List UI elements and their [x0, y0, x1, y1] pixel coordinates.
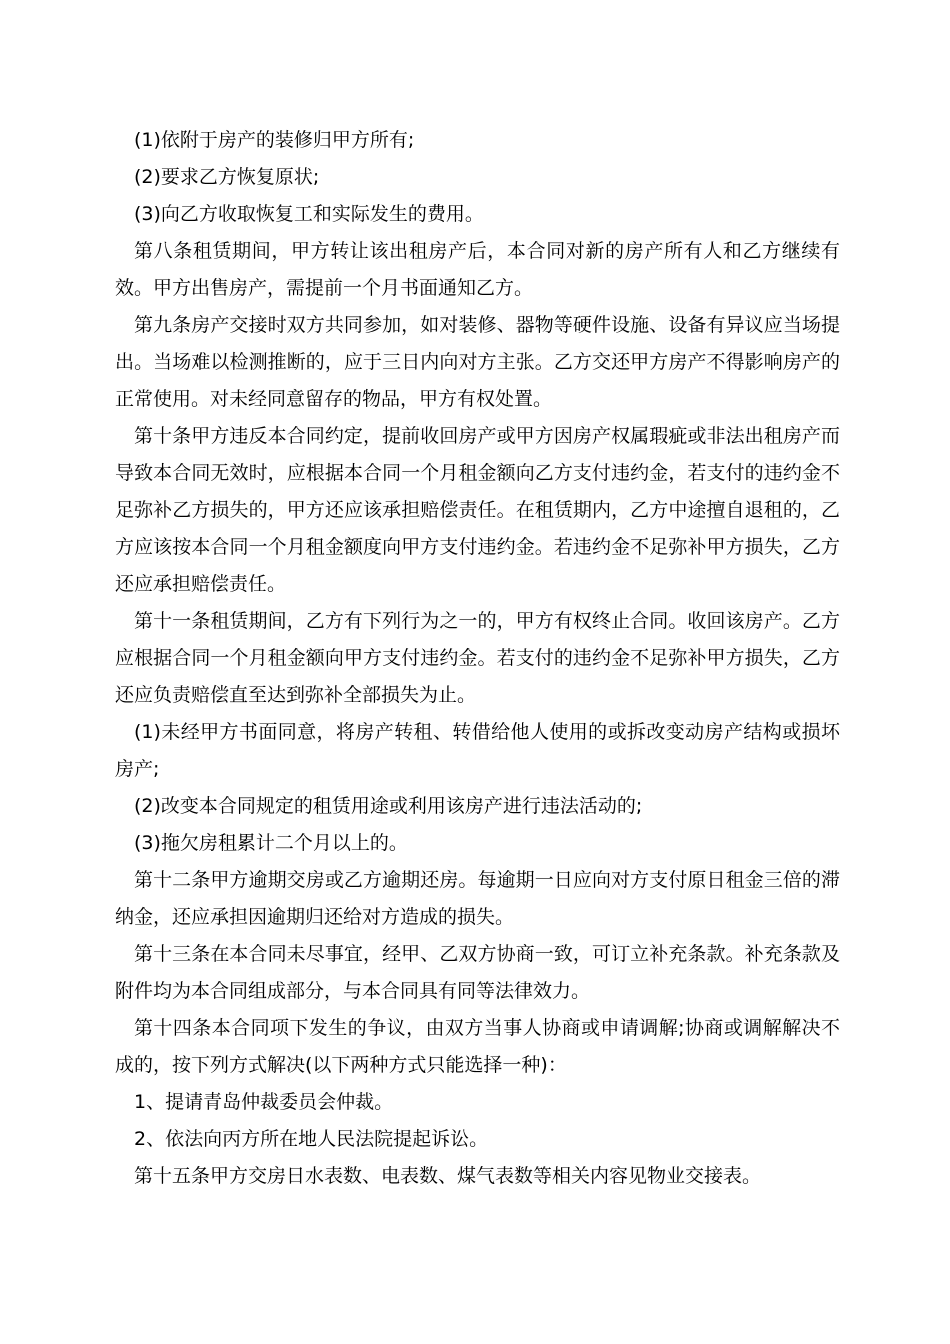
article-15: 第十五条甲方交房日水表数、电表数、煤气表数等相关内容见物业交接表。 [134, 1165, 762, 1187]
article-11-item-1: (1)未经甲方书面同意，将房产转租、转借给他人使用的或拆改变动房产结构或损坏房产; [115, 721, 840, 780]
article-12: 第十二条甲方逾期交房或乙方逾期还房。每逾期一日应向对方支付原日租金三倍的滞纳金，还应承担因逾期归还给对方造成的损失。 [115, 869, 840, 928]
article-11-item-2: (2)改变本合同规定的租赁用途或利用该房产进行违法活动的; [134, 795, 643, 817]
document-body [115, 122, 840, 1195]
clause-item-1: (1)依附于房产的装修归甲方所有; [134, 129, 415, 151]
clause-item-3: (3)向乙方收取恢复工和实际发生的费用。 [134, 203, 484, 225]
article-13: 第十三条在本合同未尽事宜，经甲、乙双方协商一致，可订立补充条款。补充条款及附件均为本合同组成部分，与本合同具有同等法律效力。 [115, 943, 840, 1002]
article-14-option-2: 2、依法向丙方所在地人民法院提起诉讼。 [134, 1128, 489, 1150]
article-11: 第十一条租赁期间，乙方有下列行为之一的，甲方有权终止合同。收回该房产。乙方应根据合同一个月租金额向甲方支付违约金。若支付的违约金不足弥补甲方损失，乙方还应负责赔偿直至达到弥补全部损失为止。 [115, 610, 840, 706]
article-14-option-1: 1、提请青岛仲裁委员会仲裁。 [134, 1091, 394, 1113]
article-14: 第十四条本合同项下发生的争议，由双方当事人协商或申请调解;协商或调解解决不成的，按下列方式解决(以下两种方式只能选择一种)： [115, 1017, 840, 1076]
article-11-item-3: (3)拖欠房租累计二个月以上的。 [134, 832, 408, 854]
article-9: 第九条房产交接时双方共同参加，如对装修、器物等硬件设施、设备有异议应当场提出。当场难以检测推断的，应于三日内向对方主张。乙方交还甲方房产不得影响房产的正常使用。对未经同意留存的物品，甲方有权处置。 [115, 314, 840, 410]
article-10: 第十条甲方违反本合同约定，提前收回房产或甲方因房产权属瑕疵或非法出租房产而导致本合同无效时，应根据本合同一个月租金额向乙方支付违约金，若支付的违约金不足弥补乙方损失的，甲方还应该承担赔偿责任。在租赁期内，乙方中途擅自退租的，乙方应该按本合同一个月租金额度向甲方支付违约金。若违约金不足弥补甲方损失，乙方还应承担赔偿责任。 [115, 425, 840, 595]
article-8: 第八条租赁期间，甲方转让该出租房产后，本合同对新的房产所有人和乙方继续有效。甲方出售房产，需提前一个月书面通知乙方。 [115, 240, 840, 299]
clause-item-2: (2)要求乙方恢复原状; [134, 166, 320, 188]
